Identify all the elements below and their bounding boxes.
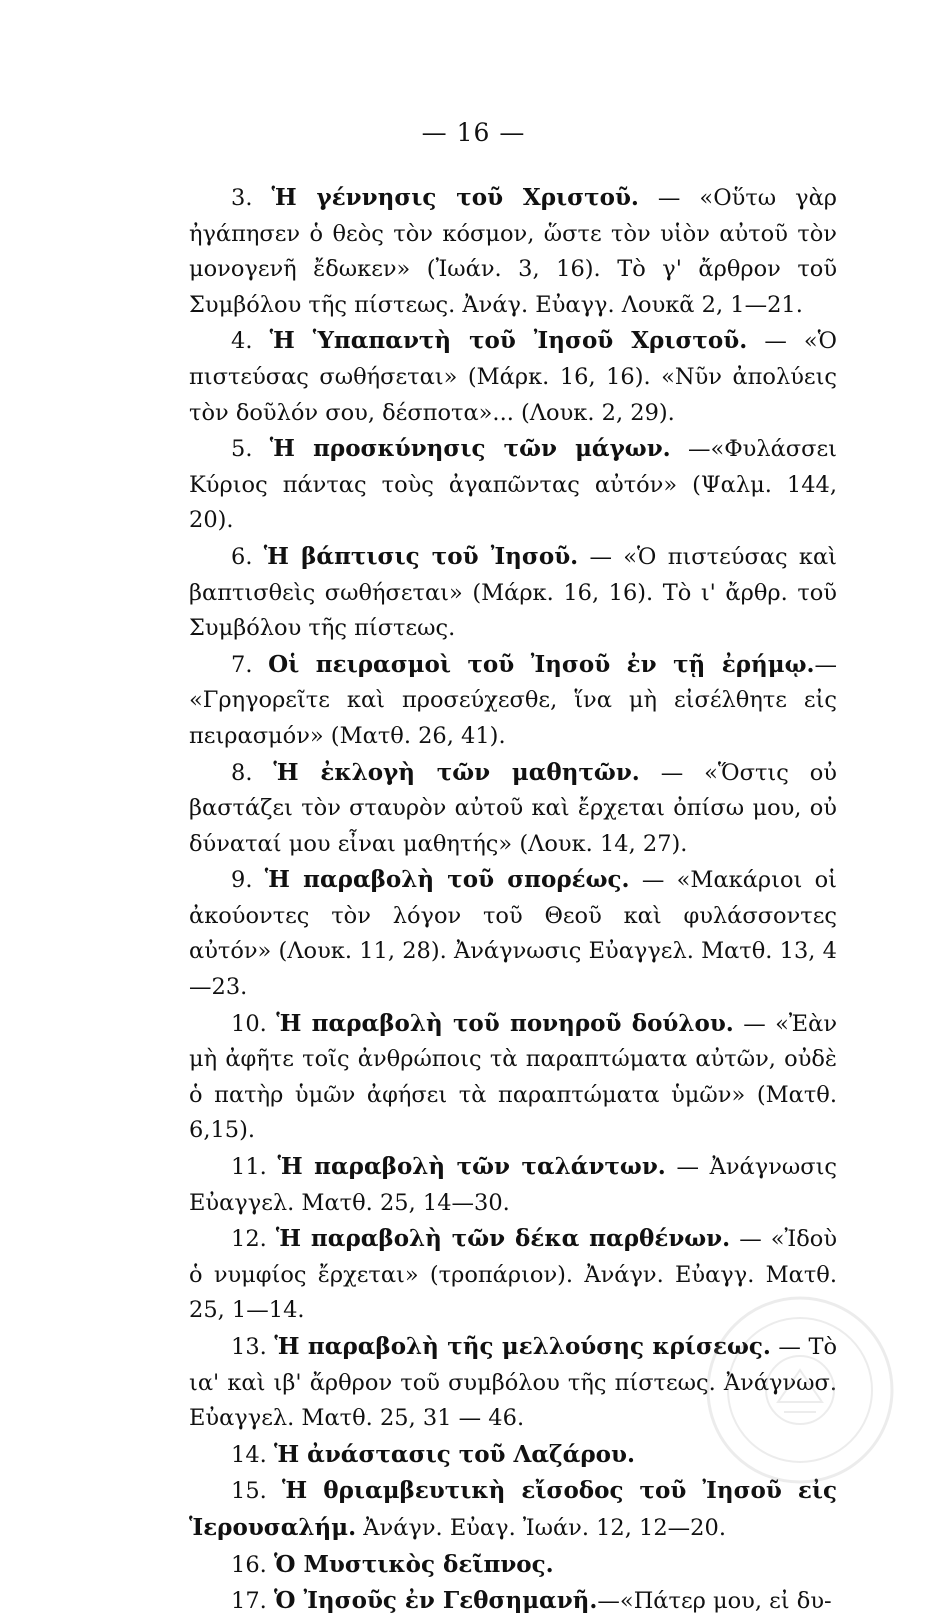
item-heading: Ἡ Ὑπαπαντὴ τοῦ Ἰησοῦ Χριστοῦ. [269,327,748,355]
item-heading: Ἡ παραβολὴ τῶν δέκα παρθένων. [275,1225,731,1253]
list-item [189,1149,837,1221]
library-seal-icon [700,1290,900,1490]
item-number: 13. [231,1334,267,1360]
item-text: — «Ὁ πιστεύσας σωθήσεται» (Μάρκ. 16, 16). «Νῦν ἀπολύεις τὸν δοῦλόν σου, δέσποτα»... (Λουκ. 2, 29). [189,328,838,426]
item-heading: Ἡ ἐκλογὴ τῶν μαθητῶν. [273,758,640,786]
item-number: 11. [231,1154,267,1181]
item-heading: Ἡ παραβολὴ τῆς μελλούσης κρίσεως. [274,1333,771,1360]
item-heading: Ἡ θριαμβευτικὴ εἴσοδος τοῦ Ἰησοῦ εἰς Ἱερουσαλήμ. [189,1477,838,1541]
list-item [189,755,837,863]
item-number: 15. [231,1478,267,1505]
item-text: — «Γρηγορεῖτε καὶ προσεύχεσθε, ἵνα μὴ εἰσέλθητε εἰς πειρασμόν» (Ματθ. 26, 41). [189,651,837,749]
item-number: 9. [231,867,253,894]
item-number: 14. [231,1441,267,1468]
item-text: — «Οὕτω γὰρ ἠγάπησεν ὁ θεὸς τὸν κόσμον, ὥστε τὸν υἱὸν αὐτοῦ τὸν μονογενῆ ἔδωκεν» (Ἰωάν. 3, 16). Τὸ γ' ἄρθρον τοῦ Συμβόλου τῆς πίστεως. Ἀνάγ. Εὐαγγ. Λουκᾶ 2, 1—21. [189,185,837,318]
page-number: — 16 — [421,118,526,147]
item-number: 3. [231,185,253,211]
item-number: 12. [231,1226,267,1253]
item-heading: Ἡ βάπτισις τοῦ Ἰησοῦ. [263,542,579,570]
item-text: —«Πάτερ μου, εἰ δυ- [597,1588,832,1615]
item-text: Ἀνάγν. Εὐαγ. Ἰωάν. 12, 12—20. [356,1514,726,1541]
item-heading: Ἡ ἀνάστασις τοῦ Λαζάρου. [273,1440,635,1468]
list-item [189,323,837,431]
item-text: — «Ἰδοὺ ὁ νυμφίος ἔρχεται» (τροπάριον). Ἀνάγν. Εὐαγγ. Ματθ. 25, 1—14. [189,1226,837,1324]
item-heading: Ὁ Μυστικὸς δεῖπνος. [273,1550,554,1578]
item-heading: Ἡ παραβολὴ τοῦ σπορέως. [264,866,630,894]
item-number: 16. [231,1551,267,1578]
item-text: — Τὸ ια' καὶ ιβ' ἄρθρον τοῦ συμβόλου τῆς πίστεως. Ἀνάγνωσ. Εὐαγγελ. Ματθ. 25, 31 — 46. [189,1334,837,1432]
item-heading: Ἡ προσκύνησις τῶν μάγων. [269,435,671,463]
item-number: 5. [231,436,253,463]
item-heading: Ἡ γέννησις τοῦ Χριστοῦ. [271,184,639,211]
item-text: —«Φυλάσσει Κύριος πάντας τοὺς ἀγαπῶντας αὐτόν» (Ψαλμ. 144, 20). [189,436,837,534]
item-text: — «Ὅστις οὐ βαστάζει τὸν σταυρὸν αὐτοῦ καὶ ἔρχεται ὀπίσω μου, οὐ δύναταί μου εἶναι μαθητής» (Λουκ. 14, 27). [189,759,837,857]
list-item [189,431,837,539]
item-number: 17. [231,1588,267,1615]
item-number: 8. [231,759,253,786]
item-text: — «Ἐὰν μὴ ἀφῆτε τοῖς ἀνθρώποις τὰ παραπτώματα αὐτῶν, οὐδὲ ὁ πατὴρ ὑμῶν ἀφήσει τὰ παραπτώματα ὑμῶν» (Ματθ. 6,15). [189,1010,837,1144]
item-text: — «Μακάριοι οἱ ἀκούοντες τὸν λόγον τοῦ Θεοῦ καὶ φυλάσσοντες αὐτόν» (Λουκ. 11, 28). Ἀνάγνωσις Εὐαγγελ. Ματθ. 13, 4—23. [189,867,837,1001]
item-heading: Ἡ παραβολὴ τοῦ πονηροῦ δούλου. [276,1009,734,1037]
list-item [189,1583,837,1620]
list-item [189,539,837,647]
item-heading: Ὁ Ἰησοῦς ἐν Γεθσημανῆ. [273,1587,598,1615]
list-item [189,180,837,323]
item-text: — «Ὁ πιστεύσας καὶ βαπτισθεὶς σωθήσεται» (Μάρκ. 16, 16). Τὸ ι' ἄρθρ. τοῦ Συμβόλου τῆς πίστεως. [189,543,837,642]
list-item [189,1006,837,1149]
list-item [189,647,837,755]
list-item [189,1547,837,1584]
item-number: 6. [231,543,253,570]
item-number: 4. [231,328,253,355]
item-heading: Ἡ παραβολὴ τῶν ταλάντων. [277,1153,666,1181]
item-text: — Ἀνάγνωσις Εὐαγγελ. Ματθ. 25, 14—30. [189,1154,838,1216]
item-number: 10. [231,1010,267,1037]
item-heading: Οἱ πειρασμοὶ τοῦ Ἰησοῦ ἐν τῇ ἐρήμῳ. [268,650,815,678]
item-number: 7. [231,651,253,678]
list-item [189,862,837,1005]
